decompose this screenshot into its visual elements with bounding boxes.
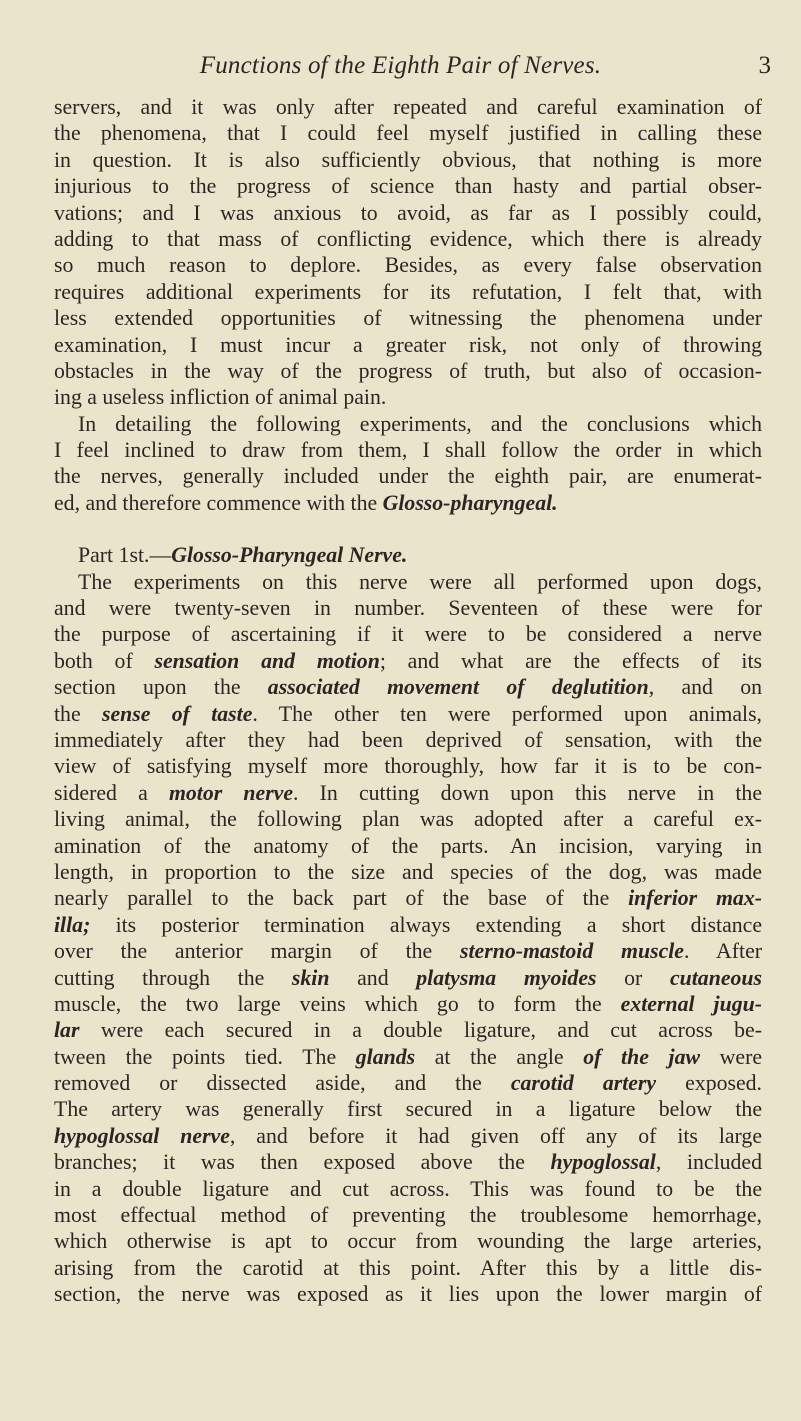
line-13-part-a: nearly parallel to the back part of the base of the — [54, 886, 629, 911]
paragraph2-line-2: I feel inclined to draw from them, I shall follow the order in which — [54, 438, 762, 463]
paragraph1-line-5: vations; and I was anxious to avoid, as far as I possibly could, — [54, 200, 762, 225]
paragraph3-line-14 — [54, 912, 762, 938]
line-6-part-a: the — [54, 701, 102, 726]
paragraph3-line-28: section, the nerve was exposed as it lies upon the lower margin of — [54, 1282, 762, 1307]
line-17-emphasis: external jugu- — [620, 991, 762, 1016]
paragraph3-line-26: which otherwise is apt to occur from wounding the large arteries, — [54, 1229, 762, 1254]
line-19-emphasis-jaw: of the jaw — [583, 1044, 701, 1069]
paragraph1-line-10: examination, I must incur a greater risk, not only of throwing — [54, 332, 762, 357]
paragraph3-line-27: arising from the carotid at this point. After this by a little dis- — [54, 1255, 762, 1280]
paragraph3-line-19 — [54, 1044, 762, 1070]
paragraph1-line-2: the phenomena, that I could feel myself justified in calling these — [54, 121, 762, 146]
line-23-part-c: , included — [655, 1150, 762, 1175]
line-5-part-a: section upon the — [54, 675, 268, 700]
line-19-part-e: were — [700, 1044, 762, 1069]
line-9-part-c: . In cutting down upon this nerve in the — [293, 780, 762, 805]
section-heading — [54, 542, 762, 568]
paragraph2-line-3: the nerves, generally included under the eighth pair, are enumerat- — [54, 464, 762, 489]
line-14-part-b: its posterior termination always extending a short distance — [90, 912, 762, 937]
paragraph3-line-18 — [54, 1017, 762, 1043]
paragraph3-line-21: The artery was generally first secured in a ligature below the — [54, 1097, 762, 1122]
running-head-title: Functions of the Eighth Pair of Nerves. — [199, 52, 602, 79]
paragraph3-line-15 — [54, 938, 762, 964]
running-head — [0, 52, 801, 88]
line-20-emphasis: carotid artery — [510, 1071, 657, 1096]
line-5-part-c: , and on — [648, 675, 762, 700]
line-16-part-c: and — [329, 965, 417, 990]
paragraph3-line-11: amination of the anatomy of the parts. An incision, varying in — [54, 833, 762, 858]
line-5-emphasis: associated movement of deglutition — [267, 675, 649, 700]
glosso-pharyngeal-term: Glosso-pharyngeal. — [382, 490, 558, 515]
paragraph1-line-4: injurious to the progress of science than hasty and partial obser- — [54, 174, 762, 199]
line-18-emphasis: lar — [54, 1018, 80, 1043]
paragraph2-line-4-text: ed, and therefore commence with the — [54, 490, 383, 515]
line-15-emphasis: sterno-mastoid muscle — [460, 939, 684, 964]
paragraph3-line-3: the purpose of ascertaining if it were to be considered a nerve — [54, 622, 762, 647]
paragraph2-line-4 — [54, 490, 762, 516]
section-heading-title: Glosso-Pharyngeal Nerve. — [171, 543, 408, 568]
line-16-emphasis-platysma: platysma myoides — [416, 965, 597, 990]
line-9-part-a: sidered a — [54, 780, 169, 805]
paragraph1-line-8: requires additional experiments for its refutation, I felt that, with — [54, 279, 762, 304]
paragraph3-line-8: view of satisfying myself more thoroughly, how far it is to be con- — [54, 754, 762, 779]
paragraph1-line-9: less extended opportunities of witnessing the phenomena under — [54, 306, 762, 331]
paragraph3-line-2: and were twenty-seven in number. Seventeen of these were for — [54, 596, 762, 621]
line-6-emphasis: sense of taste — [101, 701, 253, 726]
line-20-part-c: exposed. — [656, 1071, 762, 1096]
line-15-part-a: over the anterior margin of the — [54, 939, 460, 964]
section-gap — [54, 516, 762, 542]
paragraph3-line-25: most effectual method of preventing the troublesome hemorrhage, — [54, 1203, 762, 1228]
paragraph3-line-12: length, in proportion to the size and species of the dog, was made — [54, 859, 762, 884]
line-22-part-b: , and before it had given off any of its large — [229, 1123, 762, 1148]
paragraph1-line-6: adding to that mass of conflicting evidence, which there is already — [54, 226, 762, 251]
paragraph2-line-1: In detailing the following experiments, and the conclusions which — [78, 411, 762, 436]
paragraph1-line-11: obstacles in the way of the progress of truth, but also of occasion- — [54, 358, 762, 383]
line-17-part-a: muscle, the two large veins which go to form the — [54, 991, 621, 1016]
line-18-part-b: were each secured in a double ligature, and cut across be- — [79, 1018, 762, 1043]
paragraph3-line-5 — [54, 674, 762, 700]
section-heading-part: Part 1st.— — [78, 543, 172, 568]
line-14-emphasis: illa; — [54, 912, 91, 937]
line-23-part-a: branches; it was then exposed above the — [54, 1150, 551, 1175]
line-23-emphasis: hypoglossal — [550, 1150, 656, 1175]
paragraph3-line-6 — [54, 701, 762, 727]
paragraph3-line-4 — [54, 648, 762, 674]
paragraph3-line-23 — [54, 1149, 762, 1175]
paragraph1-line-3: in question. It is also sufficiently obvious, that nothing is more — [54, 147, 762, 172]
paragraph3-line-10: living animal, the following plan was adopted after a careful ex- — [54, 807, 762, 832]
paragraph1-line-7: so much reason to deplore. Besides, as every false observation — [54, 253, 762, 278]
line-6-part-c: . The other ten were performed upon animals, — [252, 701, 763, 726]
line-20-part-a: removed or dissected aside, and the — [54, 1071, 511, 1096]
line-9-emphasis: motor nerve — [168, 780, 294, 805]
line-16-part-e: or — [596, 965, 670, 990]
line-19-part-c: at the angle — [415, 1044, 584, 1069]
line-16-emphasis-skin: skin — [291, 965, 330, 990]
page-number: 3 — [758, 52, 771, 79]
paragraph3-line-13 — [54, 885, 762, 911]
paragraph3-line-20 — [54, 1070, 762, 1096]
paragraph1-line-12: ing a useless infliction of animal pain. — [54, 385, 387, 410]
line-16-part-a: cutting through the — [54, 965, 292, 990]
line-15-part-c: . After — [683, 939, 763, 964]
line-19-emphasis-glands: glands — [355, 1044, 416, 1069]
line-4-emphasis: sensation and motion — [154, 648, 380, 673]
line-4-part-a: both of — [54, 648, 155, 673]
line-22-emphasis: hypoglossal nerve — [54, 1123, 230, 1148]
paragraph3-line-24: in a double ligature and cut across. This was found to be the — [54, 1176, 762, 1201]
line-19-part-a: tween the points tied. The — [54, 1044, 356, 1069]
paragraph1-line-1: servers, and it was only after repeated and careful examination of — [54, 95, 762, 119]
paragraph3-line-17 — [54, 991, 762, 1017]
paragraph3-line-22 — [54, 1123, 762, 1149]
paragraph3-line-16 — [54, 965, 762, 991]
body-text — [54, 94, 762, 1308]
line-13-emphasis: inferior max- — [628, 886, 762, 911]
paragraph3-line-9 — [54, 780, 762, 806]
paragraph3-line-7: immediately after they had been deprived of sensation, with the — [54, 727, 762, 752]
line-16-emphasis-cutaneous: cutaneous — [669, 965, 763, 990]
line-4-part-c: ; and what are the effects of its — [379, 648, 762, 673]
paragraph3-line-1: The experiments on this nerve were all performed upon dogs, — [78, 569, 762, 594]
